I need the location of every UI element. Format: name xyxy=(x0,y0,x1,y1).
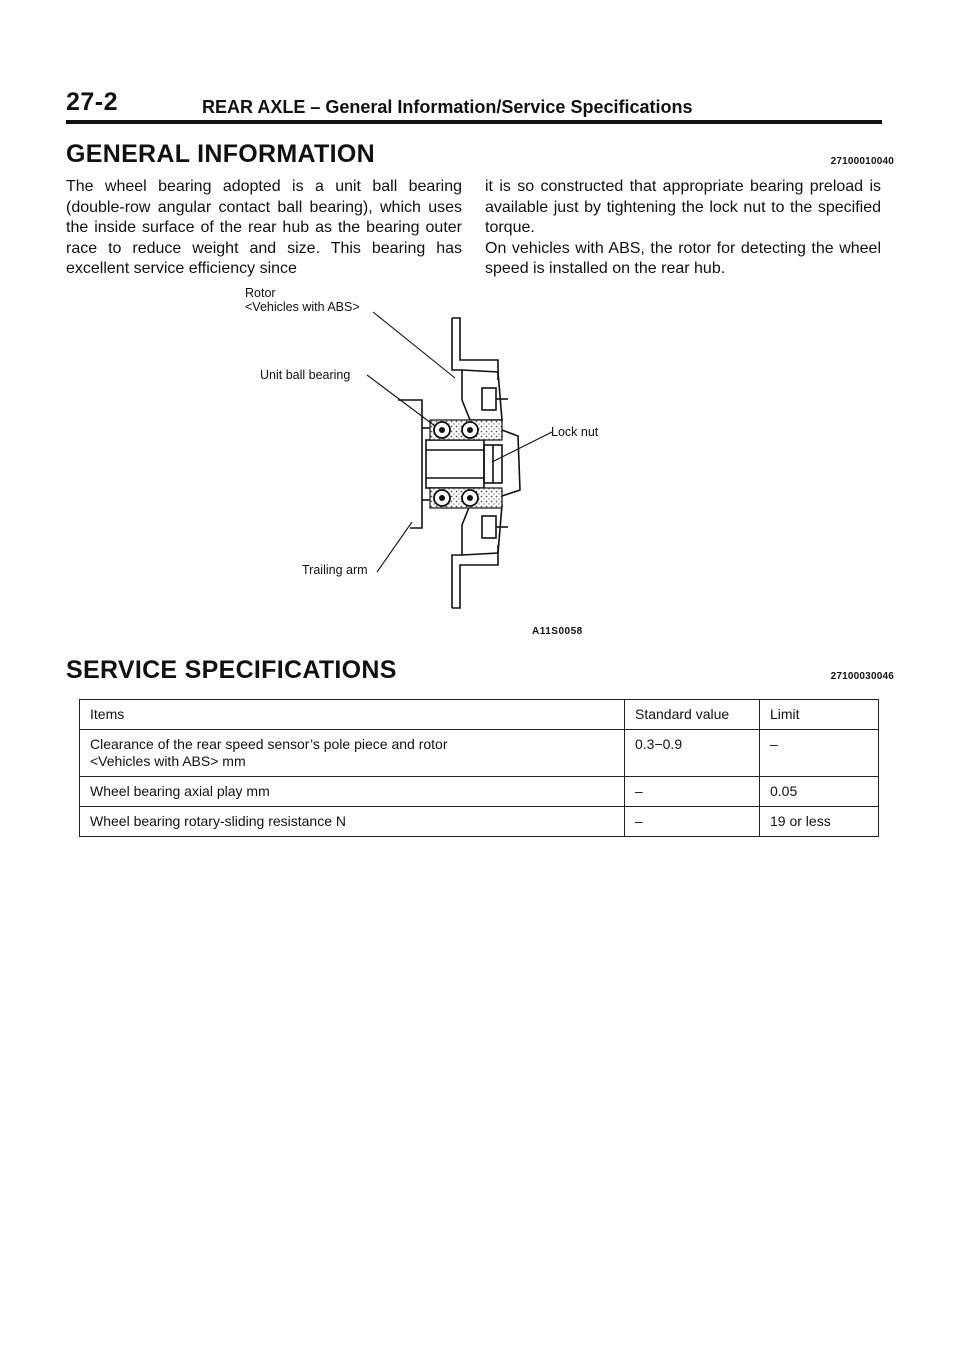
rear-hub-drawing xyxy=(230,280,650,650)
standard-value-cell: – xyxy=(625,777,760,807)
service-specifications-heading: SERVICE SPECIFICATIONS xyxy=(66,656,397,684)
standard-value-cell: – xyxy=(625,807,760,837)
item-text: Clearance of the rear speed sensor’s pole piece and rotor xyxy=(90,736,448,752)
page-number: 27-2 xyxy=(66,88,119,116)
general-information-heading: GENERAL INFORMATION xyxy=(66,140,375,168)
service-specifications-code: 27100030046 xyxy=(830,671,894,682)
page-header xyxy=(66,88,882,118)
item-cell: Wheel bearing axial play mm xyxy=(80,777,625,807)
item-cell xyxy=(80,730,625,777)
item-cell: Wheel bearing rotary-sliding resistance N xyxy=(80,807,625,837)
header-title: REAR AXLE – General Information/Service Specifications xyxy=(202,97,693,117)
label-rotor-vehicles-abs: <Vehicles with ABS> xyxy=(245,300,360,314)
table-header-row xyxy=(80,700,879,730)
rear-hub-diagram xyxy=(230,280,650,650)
item-text-line2: <Vehicles with ABS> mm xyxy=(90,753,246,769)
limit-cell: – xyxy=(760,730,879,777)
table-row xyxy=(80,730,879,777)
table-row xyxy=(80,777,879,807)
general-text-right xyxy=(485,177,881,280)
label-lock-nut: Lock nut xyxy=(551,425,599,439)
column-header-limit: Limit xyxy=(760,700,879,730)
limit-cell: 19 or less xyxy=(760,807,879,837)
label-trailing-arm: Trailing arm xyxy=(302,563,368,577)
header-rule xyxy=(66,120,882,124)
standard-value-cell: 0.3−0.9 xyxy=(625,730,760,777)
column-header-items: Items xyxy=(80,700,625,730)
table-row xyxy=(80,807,879,837)
service-specifications-table xyxy=(79,699,879,837)
label-unit-ball-bearing: Unit ball bearing xyxy=(260,368,351,382)
general-text-left xyxy=(66,177,462,280)
limit-cell: 0.05 xyxy=(760,777,879,807)
general-paragraph-right-2: On vehicles with ABS, the rotor for detecting the wheel speed is installed on the rear hub. xyxy=(485,239,881,277)
label-rotor: Rotor xyxy=(245,286,276,300)
general-paragraph-right-1: it is so constructed that appropriate bearing preload is available just by tightening the lock nut to the specified torque. xyxy=(485,178,881,236)
column-header-standard-value: Standard value xyxy=(625,700,760,730)
figure-code: A11S0058 xyxy=(532,626,583,637)
general-paragraph-left: The wheel bearing adopted is a unit ball bearing (double-row angular contact ball bearing), which uses the inside surface of the rear hub as the bearing outer race to reduce weight and size. This bearing has excellent service efficiency since xyxy=(66,178,462,277)
general-information-code: 27100010040 xyxy=(830,156,894,167)
